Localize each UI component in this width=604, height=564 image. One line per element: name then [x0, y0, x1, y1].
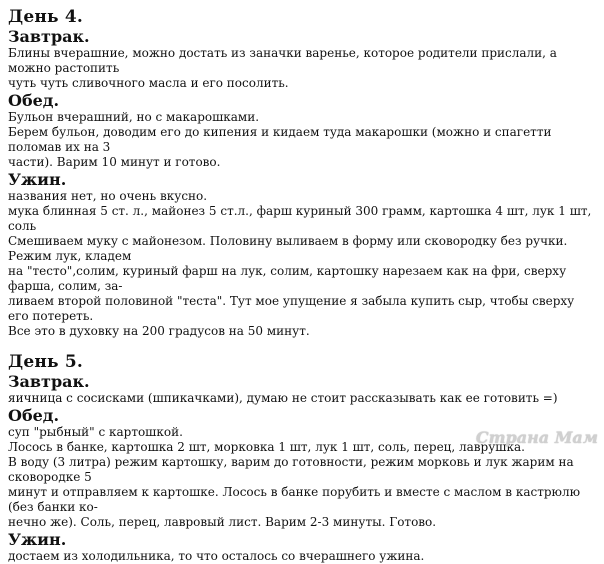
day-4-lunch-line: части). Варим 10 минут и готово. — [8, 155, 221, 169]
day-5-breakfast-line: яичница с сосисками (шпикачками), думаю не стоит рассказывать как ее готовить =) — [8, 391, 558, 405]
day-4-dinner-line: мука блинная 5 ст. л., майонез 5 ст.л., фарш куриный 300 грамм, картошка 4 шт, лук 1 шт, соль — [8, 204, 592, 233]
day-5-lunch-line: суп "рыбный" с картошкой. — [8, 425, 183, 439]
day-5-lunch-line: В воду (3 литра) режим картошку, варим до готовности, режим морковь и лук жарим на сковородке 5 — [8, 455, 574, 484]
day-5-breakfast-title: Завтрак. — [8, 372, 90, 391]
day-4-breakfast-title: Завтрак. — [8, 27, 90, 46]
day-4-dinner-title: Ужин. — [8, 170, 67, 189]
site-watermark: Страна Мам — [475, 428, 598, 447]
day-5-lunch-line: минут и отправляем к картошке. Лосось в банке порубить и вместе с маслом в кастрюлю (без банки ко- — [8, 485, 581, 514]
day-4-dinner-line: Все это в духовку на 200 градусов на 50 минут. — [8, 324, 310, 338]
day-4-dinner-line: названия нет, но очень вкусно. — [8, 189, 208, 203]
day-5-lunch-line: Лосось в банке, картошка 2 шт, морковка 1 шт, лук 1 шт, соль, перец, лаврушка. — [8, 440, 525, 454]
day-5-dinner-line: достаем из холодильника, то что осталось со вчерашнего ужина. — [8, 549, 425, 563]
day-4-title: День 4. — [8, 7, 83, 27]
day-4-lunch-line: Берем бульон, доводим его до кипения и кидаем туда макарошки (можно и спагетти поломав их на 3 — [8, 125, 552, 154]
day-5-lunch-line: нечно же). Соль, перец, лавровый лист. Варим 2-3 минуты. Готово. — [8, 515, 437, 529]
section-spacer — [8, 339, 598, 353]
day-5-dinner-title: Ужин. — [8, 530, 67, 549]
day-4-lunch-title: Обед. — [8, 91, 60, 110]
day-4-breakfast-line: Блины вчерашние, можно достать из заначки варенье, которое родители прислали, а можно растопить — [8, 46, 557, 75]
day-4-dinner-line: на "тесто",солим, куриный фарш на лук, солим, картошку нарезаем как на фри, сверху фарша, солим, за- — [8, 264, 567, 293]
recipe-page — [8, 8, 598, 564]
day-4-breakfast-line: чуть чуть сливочного масла и его посолить. — [8, 76, 289, 90]
day-5-lunch-title: Обед. — [8, 406, 60, 425]
day-4-lunch-line: Бульон вчерашний, но с макарошками. — [8, 110, 260, 124]
day-4-dinner-line: ливаем второй половиной "теста". Тут мое упущение я забыла купить сыр, чтобы сверху его потереть. — [8, 294, 575, 323]
day-4-dinner-line: Смешиваем муку с майонезом. Половину выливаем в форму или сковородку без ручки. Режим лук, кладем — [8, 234, 568, 263]
day-5-title: День 5. — [8, 352, 83, 372]
